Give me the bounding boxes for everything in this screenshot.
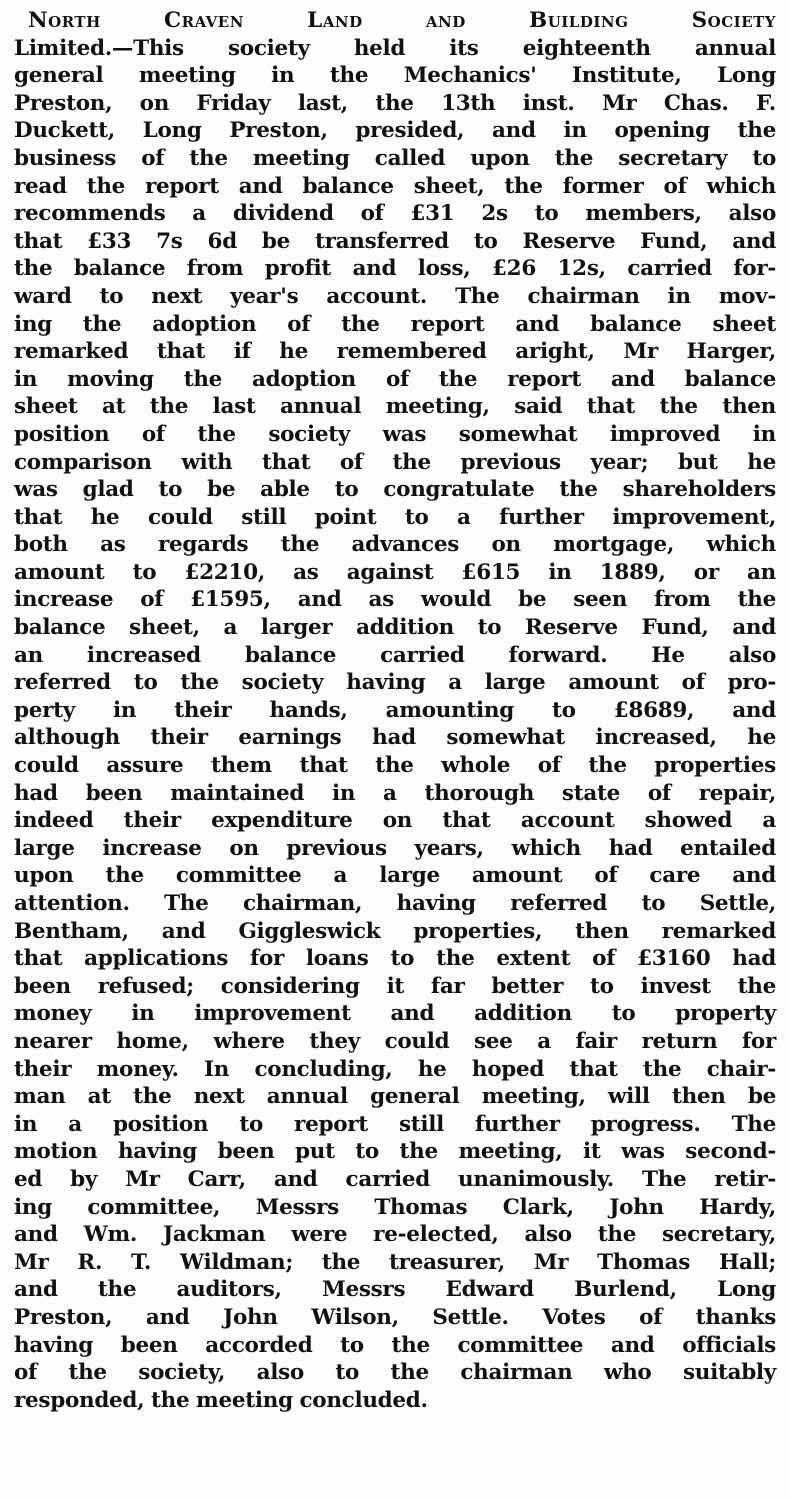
article-line: ing committee, Messrs Thomas Clark, John Hardy, — [14, 1194, 776, 1220]
article-line: indeed their expenditure on that account showed a — [14, 808, 776, 834]
article-line: that £33 7s 6d be transferred to Reserve Fund, and — [14, 228, 776, 254]
article-line: was glad to be able to congratulate the shareholders — [14, 477, 776, 503]
article-line: Bentham, and Giggleswick properties, then remarked — [14, 918, 776, 944]
article-line: nearer home, where they could see a fair return for — [14, 1028, 776, 1054]
article-line: although their earnings had somewhat increased, he — [14, 725, 776, 751]
article-line: sheet at the last annual meeting, said that the then — [14, 394, 776, 420]
article-line: an increased balance carried forward. He also — [14, 642, 776, 668]
article-line: having been accorded to the committee and officials — [14, 1332, 776, 1358]
article-line: Preston, on Friday last, the 13th inst. Mr Chas. F. — [14, 90, 776, 116]
article-line: Duckett, Long Preston, presided, and in opening the — [14, 118, 776, 144]
article-line: ed by Mr Carr, and carried unanimously. The retir- — [14, 1166, 776, 1192]
article-line: attention. The chairman, having referred to Settle, — [14, 891, 776, 916]
article-line: ward to next year's account. The chairman in mov- — [14, 283, 776, 309]
article-line: that applications for loans to the extent of £3160 had — [14, 946, 776, 972]
article-line: business of the meeting called upon the secretary to — [14, 145, 776, 171]
article-body — [14, 7, 776, 1414]
article-line: of the society, also to the chairman who suitably — [14, 1360, 776, 1386]
article-line: amount to £2210, as against £615 in 1889, or an — [14, 559, 776, 585]
article-line: comparison with that of the previous year; but he — [14, 449, 776, 475]
article-line: that he could still point to a further improvement, — [14, 504, 776, 530]
article-line: man at the next annual general meeting, will then be — [14, 1084, 776, 1110]
article-line: responded, the meeting concluded. — [14, 1387, 428, 1413]
article-line: motion having been put to the meeting, it was second- — [14, 1139, 776, 1165]
article-line: large increase on previous years, which had entailed — [14, 835, 776, 861]
article-line: been refused; considering it far better to invest the — [14, 973, 776, 999]
article-line: could assure them that the whole of the properties — [14, 753, 776, 779]
article-line: had been maintained in a thorough state of repair, — [14, 780, 776, 806]
article-line: balance sheet, a larger addition to Reserve Fund, and — [14, 615, 776, 641]
article-line: money in improvement and addition to property — [14, 1001, 776, 1027]
article-line: general meeting in the Mechanics' Institute, Long — [14, 63, 776, 89]
article-line: recommends a dividend of £31 2s to members, also — [14, 201, 776, 227]
article-line: in moving the adoption of the report and balance — [14, 366, 776, 392]
article-line: position of the society was somewhat improved in — [14, 421, 776, 447]
article-line: read the report and balance sheet, the former of which — [14, 173, 776, 199]
article-line: and Wm. Jackman were re-elected, also the secretary, — [14, 1222, 776, 1248]
article-line: remarked that if he remembered aright, Mr Harger, — [14, 339, 776, 365]
article-line: increase of £1595, and as would be seen from the — [14, 587, 776, 613]
article-line: both as regards the advances on mortgage, which — [14, 532, 776, 558]
article-line: the balance from profit and loss, £26 12s, carried for- — [14, 256, 776, 282]
article-line: perty in their hands, amounting to £8689, and — [14, 697, 776, 723]
article-line: their money. In concluding, he hoped that the chair- — [14, 1056, 776, 1082]
article-line: Preston, and John Wilson, Settle. Votes of thanks — [14, 1304, 776, 1330]
article-heading: North Craven Land and Building Society — [28, 8, 776, 33]
article-line: referred to the society having a large amount of pro- — [14, 670, 776, 696]
article-line: Mr R. T. Wildman; the treasurer, Mr Thomas Hall; — [14, 1249, 776, 1275]
article-line: Limited.—This society held its eighteenth annual — [14, 35, 776, 61]
article-line: in a position to report still further progress. The — [14, 1111, 776, 1137]
article-line: upon the committee a large amount of care and — [14, 863, 776, 889]
article-line: ing the adoption of the report and balance sheet — [14, 311, 776, 337]
article-line: and the auditors, Messrs Edward Burlend, Long — [14, 1277, 776, 1303]
